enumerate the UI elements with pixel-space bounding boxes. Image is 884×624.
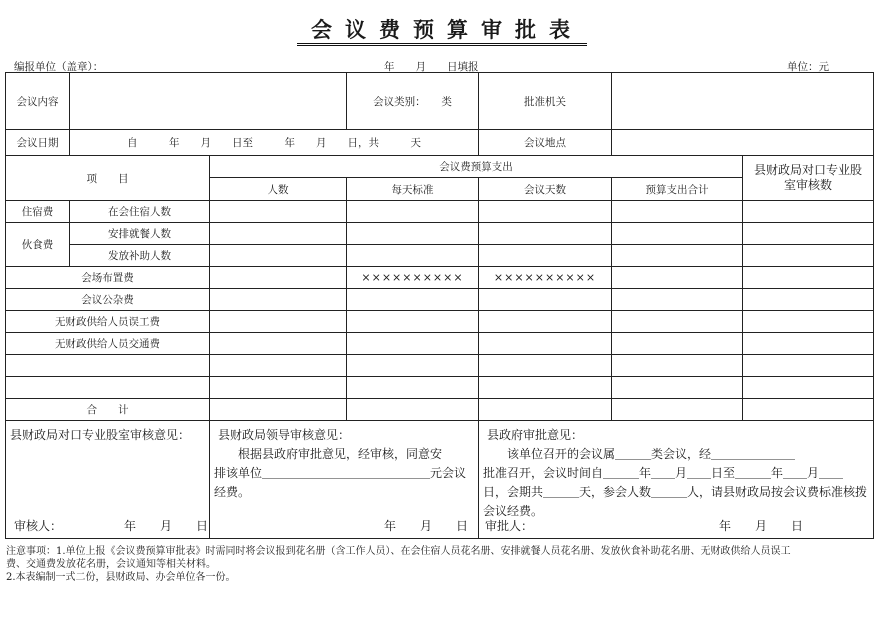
- table-cell[interactable]: [479, 201, 612, 223]
- table-cell[interactable]: [743, 399, 874, 421]
- table-cell[interactable]: [612, 333, 743, 355]
- table-cell[interactable]: [743, 289, 874, 311]
- finance-office-opinion-title: 县财政局对口专业股室审核意见：: [10, 427, 191, 442]
- table-cell[interactable]: [479, 223, 612, 245]
- table-cell[interactable]: [743, 355, 874, 377]
- table-row: [6, 201, 874, 223]
- table-row: [6, 355, 874, 377]
- total-label: 合 计: [6, 399, 210, 421]
- table-cell[interactable]: [612, 201, 743, 223]
- table-cell[interactable]: [743, 377, 874, 399]
- table-cell[interactable]: [210, 201, 347, 223]
- table-cell[interactable]: [347, 223, 479, 245]
- finance-leader-opinion-line1: 根据县政府审批意见，经审核，同意安: [238, 446, 443, 461]
- fill-date-label: 年 月 日填报: [384, 61, 479, 73]
- meeting-date-label: 会议日期: [6, 130, 70, 156]
- notes-line: 注意事项：1.单位上报《会议费预算审批表》时需同时将会议报到花名册（含工作人员）、在会住宿人员花名册、安排就餐人员花名册、发放伙食补助花名册、无财政供给人员误工: [6, 546, 791, 557]
- budget-group-header: 会议费预算支出: [210, 156, 743, 178]
- crossed-out-cell: ××××××××××: [347, 267, 479, 289]
- table-cell[interactable]: [347, 201, 479, 223]
- table-cell[interactable]: [612, 223, 743, 245]
- table-row: [6, 333, 874, 355]
- lodging-group-label: 住宿费: [6, 201, 70, 223]
- table-cell[interactable]: [479, 333, 612, 355]
- finance-review-header: 县财政局对口专业股室审核数: [743, 156, 874, 201]
- table-cell[interactable]: [743, 245, 874, 267]
- finance-leader-opinion[interactable]: [210, 421, 479, 539]
- meeting-category-label: 会议类别： 类: [347, 73, 479, 130]
- table-cell[interactable]: [347, 399, 479, 421]
- table-cell[interactable]: [347, 377, 479, 399]
- notes-line: 2.本表编制一式二份，县财政局、办会单位各一份。: [6, 572, 236, 583]
- meeting-content-field[interactable]: [70, 73, 347, 130]
- table-cell[interactable]: [347, 355, 479, 377]
- col-header-budget-total: 预算支出合计: [612, 178, 743, 201]
- table-cell[interactable]: [612, 267, 743, 289]
- county-government-approval-date: 年 月 日: [719, 518, 804, 533]
- table-cell[interactable]: [210, 289, 347, 311]
- table-row: [6, 245, 874, 267]
- finance-leader-review-date: 年 月 日: [384, 518, 469, 533]
- finance-office-review-date: 年 月 日: [124, 518, 209, 533]
- table-cell[interactable]: [347, 289, 479, 311]
- table-cell[interactable]: [479, 245, 612, 267]
- table-cell[interactable]: [210, 333, 347, 355]
- col-header-daily-standard: 每天标准: [347, 178, 479, 201]
- meal-arranged-label: 安排就餐人数: [70, 223, 210, 245]
- county-government-opinion-line3: 日，会期共＿＿＿天，参会人数＿＿＿人，请县财政局按会议费标准核拨: [483, 484, 868, 499]
- col-header-days: 会议天数: [479, 178, 612, 201]
- finance-office-reviewer-label: 审核人：: [14, 518, 63, 533]
- meal-subsidy-label: 发放补助人数: [70, 245, 210, 267]
- table-cell[interactable]: [210, 223, 347, 245]
- table-cell[interactable]: [479, 355, 612, 377]
- notes-line: 费、交通费发放花名册，会议通知等相关材料。: [6, 559, 216, 570]
- finance-leader-opinion-title: 县财政局领导审核意见：: [218, 427, 351, 442]
- table-row: [6, 377, 874, 399]
- table-row: [6, 289, 874, 311]
- table-row: [6, 311, 874, 333]
- table-cell[interactable]: [612, 377, 743, 399]
- notes: [6, 545, 876, 584]
- table-cell[interactable]: [479, 399, 612, 421]
- reporting-unit-label: 编报单位（盖章）：: [14, 61, 104, 73]
- col-header-people: 人数: [210, 178, 347, 201]
- table-row: [6, 267, 874, 289]
- table-cell[interactable]: [347, 245, 479, 267]
- approving-authority-field[interactable]: [612, 73, 874, 130]
- crossed-out-cell: ××××××××××: [479, 267, 612, 289]
- table-cell[interactable]: [6, 355, 210, 377]
- misc-fee-label: 会议公杂费: [6, 289, 210, 311]
- table-cell[interactable]: [210, 267, 347, 289]
- finance-leader-opinion-line3: 经费。: [214, 484, 251, 499]
- table-row: [6, 223, 874, 245]
- transport-fee-label: 无财政供给人员交通费: [6, 333, 210, 355]
- finance-office-opinion[interactable]: [6, 421, 210, 539]
- table-cell[interactable]: [6, 377, 210, 399]
- finance-leader-opinion-line2: 排该单位＿＿＿＿＿＿＿＿＿＿＿＿＿＿元会议: [214, 465, 467, 480]
- table-cell[interactable]: [612, 289, 743, 311]
- meeting-place-field[interactable]: [612, 130, 874, 156]
- currency-unit-label: 单位：元: [787, 61, 829, 73]
- table-cell[interactable]: [479, 289, 612, 311]
- table-cell[interactable]: [743, 223, 874, 245]
- table-row: [6, 399, 874, 421]
- table-cell[interactable]: [210, 377, 347, 399]
- table-cell[interactable]: [743, 267, 874, 289]
- table-cell[interactable]: [743, 201, 874, 223]
- table-cell[interactable]: [479, 311, 612, 333]
- approving-authority-label: 批准机关: [479, 73, 612, 130]
- table-cell[interactable]: [210, 245, 347, 267]
- county-government-approver-label: 审批人：: [485, 518, 534, 533]
- table-cell[interactable]: [612, 245, 743, 267]
- table-cell[interactable]: [210, 311, 347, 333]
- county-government-opinion[interactable]: [479, 421, 874, 539]
- table-cell[interactable]: [743, 333, 874, 355]
- venue-fee-label: 会场布置费: [6, 267, 210, 289]
- county-government-opinion-line4: 会议经费。: [483, 503, 544, 518]
- meeting-place-label: 会议地点: [479, 130, 612, 156]
- lodging-label: 在会住宿人数: [70, 201, 210, 223]
- table-cell[interactable]: [743, 311, 874, 333]
- meeting-content-label: 会议内容: [6, 73, 70, 130]
- table-cell[interactable]: [479, 377, 612, 399]
- form-title: 会议费预算审批表: [0, 14, 884, 44]
- table-cell[interactable]: [347, 333, 479, 355]
- lost-wage-fee-label: 无财政供给人员误工费: [6, 311, 210, 333]
- meeting-date-field[interactable]: 自 年 月 日至 年 月 日，共 天: [70, 130, 479, 156]
- table-cell[interactable]: [347, 311, 479, 333]
- table-cell[interactable]: [612, 311, 743, 333]
- table-cell[interactable]: [612, 399, 743, 421]
- county-government-opinion-line1: 该单位召开的会议属＿＿＿类会议，经＿＿＿＿＿＿＿: [507, 446, 796, 461]
- item-header: 项 目: [6, 156, 210, 201]
- table-cell[interactable]: [210, 355, 347, 377]
- table-cell[interactable]: [210, 399, 347, 421]
- county-government-opinion-line2: 批准召开，会议时间自＿＿＿年＿＿月＿＿日至＿＿＿年＿＿月＿＿: [483, 465, 844, 480]
- budget-table: [5, 72, 874, 539]
- table-cell[interactable]: [612, 355, 743, 377]
- meal-group-label: 伙食费: [6, 223, 70, 267]
- county-government-opinion-title: 县政府审批意见：: [487, 427, 584, 442]
